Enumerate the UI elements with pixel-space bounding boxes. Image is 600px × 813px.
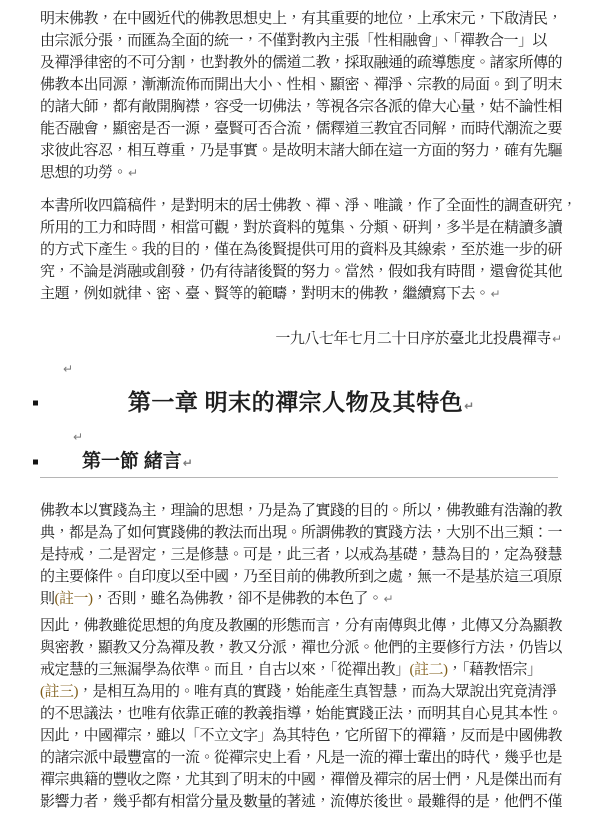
text-line	[40, 681, 562, 703]
paragraph-mark-icon: ↵	[63, 362, 74, 376]
text-line-end: 思想的功勞。	[40, 165, 128, 181]
body-paragraph-1	[40, 500, 562, 610]
chapter-title-text: 第一章 明末的禪宗人物及其特色	[127, 390, 464, 415]
text-line: 求彼此容忍，相互尊重，乃是事實。是故明末諸大師在這一方面的努力，確有先驅	[40, 143, 563, 159]
text-segment: ，是相互為用的。唯有真的實踐，始能產生真智慧，而為大眾說出究竟清淨	[78, 684, 557, 700]
paragraph-mark-icon: ↵	[73, 430, 84, 444]
note-1-link[interactable]: (註一)	[54, 591, 93, 607]
text-segment: 戒定慧的三無漏學為依準。而且，自古以來，「從禪出教」	[40, 662, 410, 678]
paragraph-mark-icon: ↵	[551, 332, 562, 346]
text-line: 由宗派分張，而匯為全面的統一，不僅對教內主張「性相融會」、「禪教合一」以	[40, 33, 548, 49]
text-line: 典，都是為了如何實踐佛的教法而出現。所謂佛教的實踐方法，大別不出三類：一	[40, 525, 563, 541]
paragraph-mark-icon: ↵	[490, 287, 501, 301]
text-line	[40, 659, 562, 681]
dateline-text: 一九八七年七月二十日序於臺北北投農禪寺	[275, 331, 551, 347]
chapter-heading-row	[40, 386, 562, 420]
text-line: 因此，佛教雖從思想的角度及教團的形態而言，分有南傳與北傳，北傳又分為顯教	[40, 618, 563, 634]
text-line: 禪宗典籍的豐收之際，尤其到了明末的中國，禪僧及禪宗的居士們，凡是傑出而有	[40, 772, 563, 788]
text-line: 影響力者，幾乎都有相當分量及數量的著述，流傳於後世。最難得的是，他們不僅	[40, 794, 563, 810]
text-line	[40, 588, 562, 610]
text-line: 能否融會，顯密是否一源，臺賢可否合流，儒釋道三教宜否同解，而時代潮流之要	[40, 121, 563, 137]
section-heading-row	[40, 450, 562, 474]
paragraph-mark-icon: ↵	[383, 592, 394, 606]
text-line-end: 主題，例如就律、密、臺、賢等的範疇，對明末的佛教，繼續寫下去。	[40, 286, 490, 302]
square-bullet-icon	[33, 460, 38, 465]
section-divider-rule	[40, 477, 558, 478]
text-line: 的不思議法，也唯有依靠正確的教義指導，始能實踐正法，而明其自心見其本性。	[40, 706, 563, 722]
section-title-text: 第一節 緒言	[82, 451, 182, 472]
preface-paragraph-2	[40, 195, 577, 305]
empty-paragraph-line	[40, 358, 562, 380]
text-segment: ，否則，雖名為佛教，卻不是佛教的本色了。	[92, 591, 383, 607]
paragraph-mark-icon: ↵	[464, 399, 475, 413]
section-title	[40, 450, 562, 475]
chapter-title	[128, 390, 474, 415]
text-line: 的諸大師，都有敞開胸襟，容受一切佛法，等視各宗各派的偉大心量，姑不論性相	[40, 99, 563, 115]
note-2-link[interactable]: (註二)	[409, 662, 448, 678]
text-segment: ，「藉教悟宗」	[447, 662, 542, 678]
text-line: 是持戒，二是習定，三是修慧。可是，此三者，以戒為基礎，慧為目的，定為發慧	[40, 547, 563, 563]
text-line	[40, 162, 562, 184]
text-line: 的主要條件。自印度以至中國，乃至目前的佛教所到之處，無一不是基於這三項原	[40, 569, 563, 585]
paragraph-mark-icon: ↵	[182, 456, 193, 470]
square-bullet-icon	[33, 401, 38, 406]
text-line: 因此，中國禪宗，雖以「不立文字」為其特色，它所留下的禪籍，反而是中國佛教	[40, 728, 563, 744]
empty-paragraph-line	[40, 426, 562, 448]
text-line: 本書所收四篇稿件，是對明末的居士佛教、禪、淨、唯識，作了全面性的調查研究，	[40, 198, 577, 214]
preface-paragraph-1	[40, 8, 562, 184]
text-line	[40, 283, 562, 305]
text-line: 究，不論是消融或創發，仍有待諸後賢的努力。當然，假如我有時間，還會從其他	[40, 264, 563, 280]
text-line: 的方式下產生。我的目的，僅在為後賢提供可用的資料及其線索，至於進一步的研	[40, 242, 563, 258]
text-segment: 則	[40, 591, 55, 607]
text-line: 及禪淨律密的不可分割，也對教外的儒道二教，採取融通的疏導態度。諸家所傳的	[40, 55, 563, 71]
text-line: 的諸宗派中最豐富的一流。從禪宗史上看，凡是一流的禪士輩出的時代，幾乎也是	[40, 750, 563, 766]
text-line: 明末佛教，在中國近代的佛教思想史上，有其重要的地位，上承宋元，下啟清民，	[40, 11, 563, 27]
text-line: 佛教本以實踐為主，理論的思想，乃是為了實踐的目的。所以，佛教雖有浩瀚的教	[40, 503, 563, 519]
text-line: 佛教本出同源，漸漸流佈而開出大小、性相、顯密、禪淨、宗教的局面。到了明末	[40, 77, 563, 93]
text-line: 所用的工力和時間，相當可觀，對於資料的蒐集、分類、研判，多半是在精讀多讀	[40, 220, 563, 236]
note-3-link[interactable]: (註三)	[40, 684, 78, 700]
body-paragraph-2	[40, 615, 562, 813]
text-line: 與密教，顯教又分為禪及教，教又分派，禪也分派。他們的主要修行方法，仍皆以	[40, 640, 563, 656]
paragraph-mark-icon: ↵	[128, 166, 139, 180]
preface-dateline	[40, 328, 562, 350]
